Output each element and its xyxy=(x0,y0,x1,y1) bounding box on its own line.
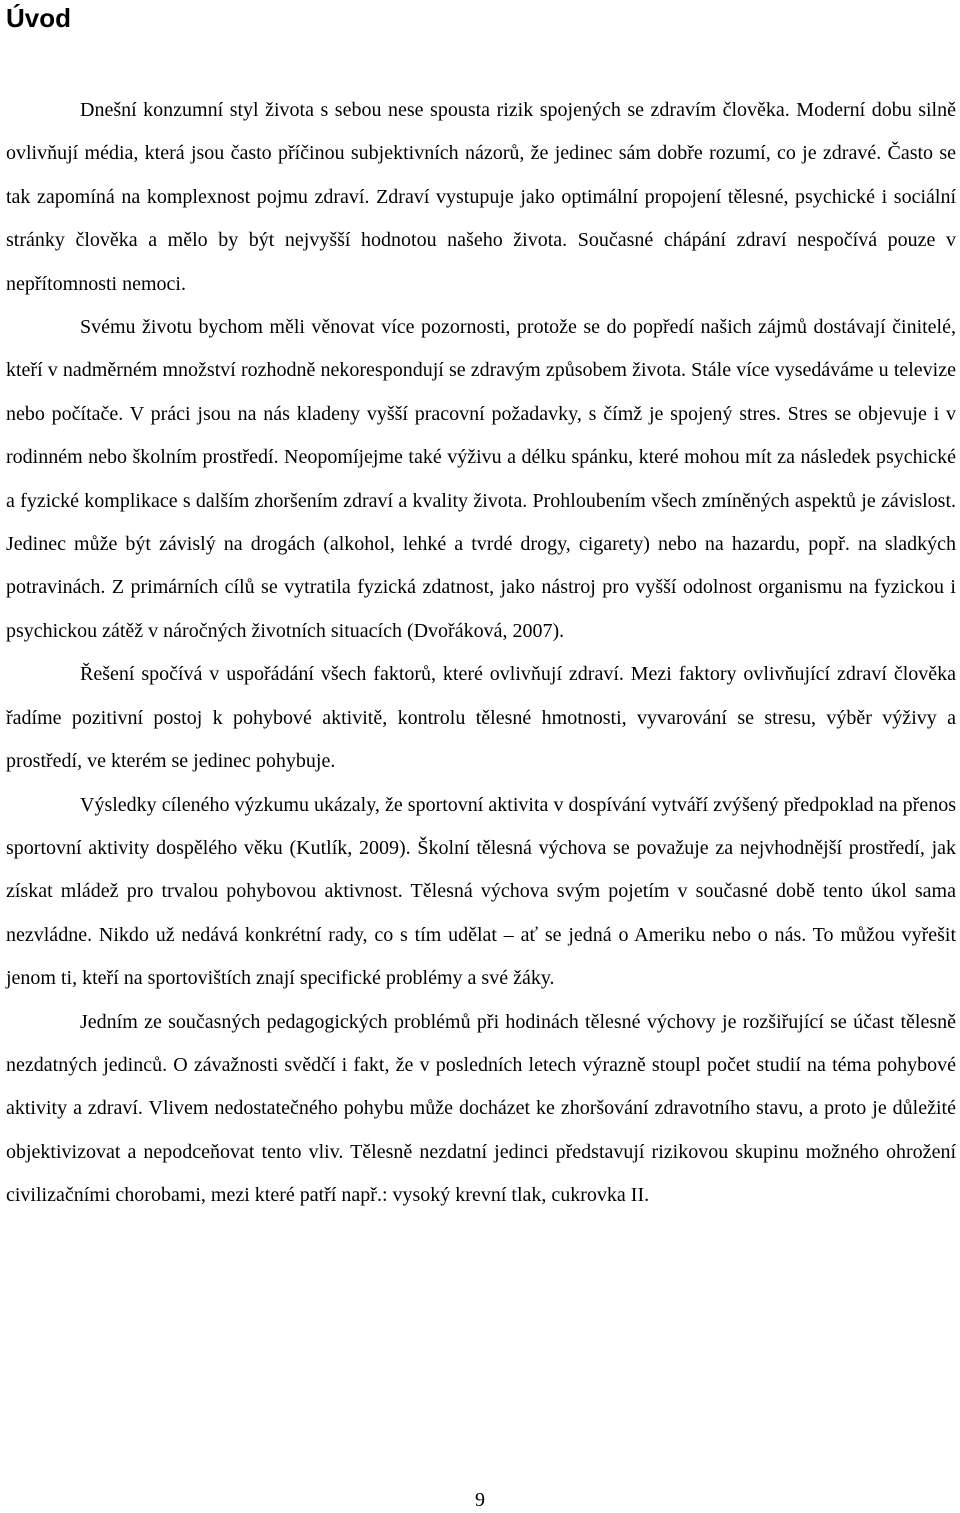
paragraph-5: Jedním ze současných pedagogických problémů při hodinách tělesné výchovy je rozšiřující se účast tělesně nezdatných jedinců. O závažnosti svědčí i fakt, že v posledních letech výrazně stoupl počet studií na téma pohybové aktivity a zdraví. Vlivem nedostatečného pohybu může docházet ke zhoršování zdravotního stavu, a proto je důležité objektivizovat a nepodceňovat tento vliv. Tělesně nezdatní jedinci představují rizikovou skupinu možného ohrožení civilizačními chorobami, mezi které patří např.: vysoký krevní tlak, cukrovka II. xyxy=(6,1010,956,1207)
paragraph-1: Dnešní konzumní styl života s sebou nese spousta rizik spojených se zdravím člověka. Moderní dobu silně ovlivňují média, která jsou často příčinou subjektivních názorů, že jedinec sám dobře rozumí, co je zdravé. Často se tak zapomíná na komplexnost pojmu zdraví. Zdraví vystupuje jako optimální propojení tělesné, psychické i sociální stránky člověka a mělo by být nejvyšší hodnotou našeho života. Současné chápání zdraví nespočívá pouze v nepřítomnosti nemoci. xyxy=(6,99,956,295)
paragraph-4: Výsledky cíleného výzkumu ukázaly, že sportovní aktivita v dospívání vytváří zvýšený předpoklad na přenos sportovní aktivity dospělého věku (Kutlík, 2009). Školní tělesná výchova se považuje za nejvhodnější prostředí, jak získat mládež pro trvalou pohybovou aktivnost. Tělesná výchova svým pojetím v současné době tento úkol sama nezvládne. Nikdo už nedává konkrétní rady, co s tím udělat – ať se jedná o Ameriku nebo o nás. To můžou vyřešit jenom ti, kteří na sportovištích znají specifické problémy a své žáky. xyxy=(6,793,956,990)
paragraph-3: Řešení spočívá v uspořádání všech faktorů, které ovlivňují zdraví. Mezi faktory ovlivňující zdraví člověka řadíme pozitivní postoj k pohybové aktivitě, kontrolu tělesné hmotnosti, vyvarování se stresu, výběr výživy a prostředí, ve kterém se jedinec pohybuje. xyxy=(6,663,956,773)
page-number: 9 xyxy=(475,1489,485,1511)
body-text xyxy=(6,89,956,1218)
paragraph-2: Svému životu bychom měli věnovat více pozornosti, protože se do popředí našich zájmů dostávají činitelé, kteří v nadměrném množství rozhodně nekorespondují se zdravým způsobem života. Stále více vysedáváme u televize nebo počítače. V práci jsou na nás kladeny vyšší pracovní požadavky, s čímž je spojený stres. Stres se objevuje i v rodinném nebo školním prostředí. Neopomíjejme také výživu a délku spánku, které mohou mít za následek psychické a fyzické komplikace s dalším zhoršením zdraví a kvality života. Prohloubením všech zmíněných aspektů je závislost. Jedinec může být závislý na drogách (alkohol, lehké a tvrdé drogy, cigarety) nebo na hazardu, popř. na sladkých potravinách. Z primárních cílů se vytratila fyzická zdatnost, jako nástroj pro vyšší odolnost organismu na fyzickou i psychickou zátěž v náročných životních situacích (Dvořáková, 2007). xyxy=(6,316,956,642)
section-heading: Úvod xyxy=(6,3,71,33)
